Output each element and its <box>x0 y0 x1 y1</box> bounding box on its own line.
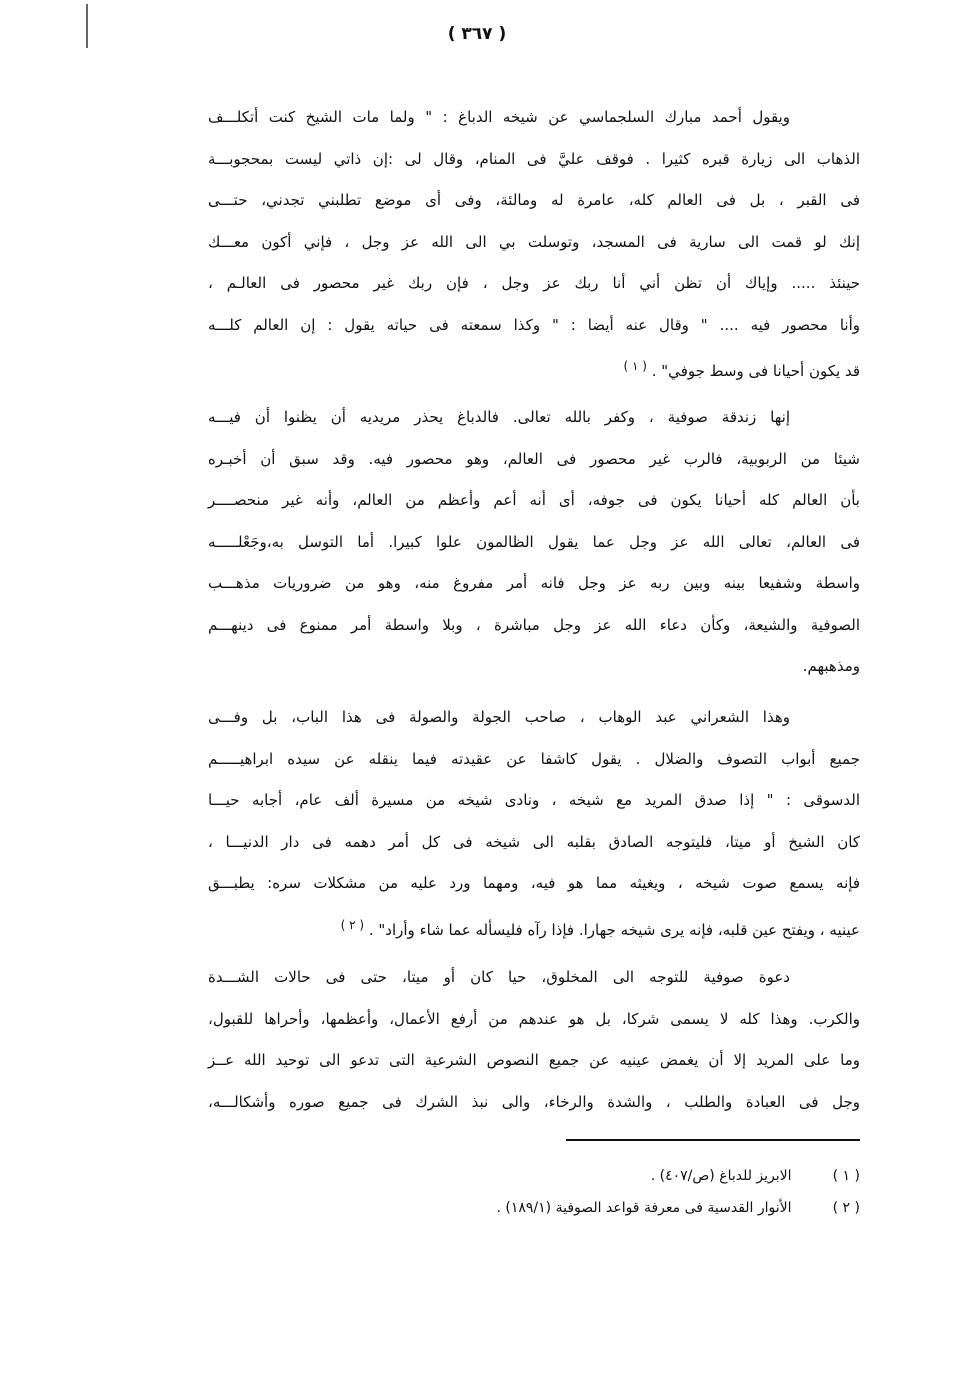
text-line-last <box>208 905 860 947</box>
text-line: وما على المريد إلا أن يغمض عينيه عن جميع النصوص الشرعية التى تدعو الى توحيد الله عــز <box>208 1051 860 1069</box>
footnote-text: الابريز للدباغ (ص/٤٠٧) . <box>650 1168 792 1184</box>
text-line: كان الشيخ أو ميتا، فليتوجه الصادق بقلبه الى شيخه فى كل أمر دهمه فى دار الدنيـــا ، <box>208 832 860 851</box>
text-line: جميع أبواب التصوف والضلال . يقول كاشفا عن عقيدته فيما ينقله عن سيده ابراهيـــــم <box>208 749 860 768</box>
paragraph-4 <box>208 957 860 1123</box>
footnote-number: ( ١ ) <box>832 1168 860 1184</box>
text-line: شيئا من الربوبية، فالرب غير محصور فى العالم، وهو محصور فيه. وقد سبق أن أخبـره <box>208 449 860 468</box>
text-line: ومذهبهم. <box>802 657 860 675</box>
text-line: والكرب. وهذا كله لا يسمى شركا، بل هو عندهم من أرفع الأعمال، وأعظمها، وأحراها للقبول، <box>208 1009 860 1028</box>
text-line: الصوفية والشيعة، وكأن دعاء الله عز وجل مباشرة ، وبلا واسطة أمر ممنوع فى دينهـــم <box>208 615 860 634</box>
text-line: عينيه ، ويفتح عين قلبه، فإنه يرى شيخه جهارا. فإذا رآه فليسأله عما شاء وأراد" . <box>368 920 860 939</box>
text-line: فى القبر ، بل فى العالم كله، عامرة له ومالئة، وفى أى موضع تطلبني تجدني، حتـــى <box>208 191 860 209</box>
text-line: فى العالم، تعالى الله عز وجل عما يقول الظالمون علوا كبيرا. أما التوسل به،وجَعْلـــــه <box>208 532 860 551</box>
text-line: بأن العالم كله أحيانا يكون فى جوفه، أى أنه أعم وأعظم من العالم، وأنه غير منحصــــر <box>208 491 860 509</box>
text-line: وجل فى العبادة والطلب ، والشدة والرخاء، والى نبذ الشرك فى جميع صوره وأشكالـــه، <box>208 1092 860 1111</box>
text-line: قد يكون أحيانا فى وسط جوفي" . <box>651 362 860 380</box>
text-line: فإنه يسمع صوت شيخه ، ويغيثه مما هو فيه، ومهما ورد عليه من مشكلات سره: يطبـــق <box>208 874 860 892</box>
footnote-ref-1: ( ١ ) <box>623 359 647 373</box>
footnote-2 <box>300 1192 860 1224</box>
text-line: إنها زندقة صوفية ، وكفر بالله تعالى. فالدباغ يحذر مريديه أن يظنوا أن فيـــه <box>208 408 790 426</box>
text-line: الدسوقى : " إذا صدق المريد مع شيخه ، ونادى شيخه من مسيرة ألف عام، أجابه حيـــا <box>208 791 860 809</box>
text-line: الذهاب الى زيارة قبره كثيرا . فوقف عليَّ فى المنام، وقال لى :إن ذاتي ليست بمحجوبـــة <box>208 149 860 168</box>
paragraph-3 <box>208 697 860 946</box>
paragraph-2 <box>208 397 860 688</box>
footnote-ref-2: ( ٢ ) <box>340 917 365 932</box>
paragraph-1 <box>208 97 860 388</box>
text-line: واسطة وشفيعا بينه وبين ربه عز وجل فانه أمر مفروغ منه، وهو من ضروريات مذهـــب <box>208 574 860 592</box>
text-line: دعوة صوفية للتوجه الى المخلوق، حيا كان أو ميتا، حتى فى حالات الشـــدة <box>208 968 790 986</box>
text-line-last <box>208 346 860 388</box>
footnote-text: الأنوار القدسية فى معرفة قواعد الصوفية (١٨٩/١) . <box>496 1200 792 1216</box>
text-line: وأنا محصور فيه .... " وقال عنه أيضا : " وكذا سمعته فى حياته يقول : إن العالم كلـــه <box>208 315 860 334</box>
page-number: ( ٣٦٧ ) <box>447 24 507 44</box>
footnote-number: ( ٢ ) <box>832 1200 860 1216</box>
text-line: ويقول أحمد مبارك السلجماسي عن شيخه الدباغ : " ولما مات الشيخ كنت أتكلـــف <box>208 108 790 126</box>
text-line: وهذا الشعراني عبد الوهاب ، صاحب الجولة والصولة فى هذا الباب، بل وفـــى <box>208 708 790 726</box>
footnote-separator <box>566 1139 860 1141</box>
footnotes <box>300 1160 860 1224</box>
text-line: حينئذ ..... وإياك أن تظن أني أنا ربك عز وجل ، فإن ربك غير محصور فى العالـم ، <box>208 274 860 292</box>
footnote-1 <box>300 1160 860 1192</box>
text-line: إنك لو قمت الى سارية فى المسجد، وتوسلت بي الى الله عز وجل ، فإني أكون معـــك <box>208 232 860 251</box>
